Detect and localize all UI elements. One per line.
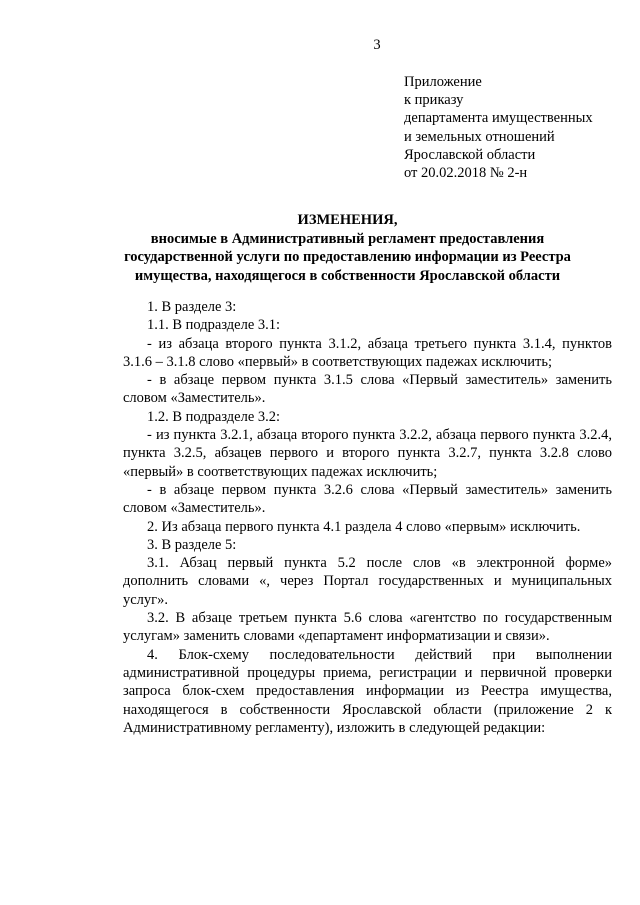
- paragraph-subsection-3-2: 1.2. В подразделе 3.2:: [147, 408, 281, 425]
- paragraph-item: - из пункта 3.2.1, абзаца второго пункта 3.2.2, абзаца первого пункта 3.2.4, пункта 3.2.5, абзацев первого и второго пункта 3.2.7, пункта 3.2.8 слово «первый» в соответствующих падежах исключить;: [123, 427, 612, 480]
- document-body: [123, 298, 612, 737]
- paragraph-item-4: 4. Блок-схему последовательности действий при выполнении административной процедуры приема, регистрации и первичной проверки запроса блок-схем предоставления информации из Реестра имущества, находящегося в собственности Ярославской области (приложение 2 к Административному регламенту), изложить в следующей редакции:: [123, 646, 612, 736]
- appendix-line: и земельных отношений: [404, 128, 555, 145]
- paragraph-section-3: 1. В разделе 3:: [147, 299, 237, 315]
- appendix-line: к приказу: [404, 92, 464, 109]
- paragraph-section-5: 3. В разделе 5:: [147, 536, 237, 553]
- paragraph-item: - в абзаце первом пункта 3.2.6 слова «Первый заместитель» заменить словом «Заместитель».: [123, 481, 612, 517]
- paragraph-item-3-1: 3.1. Абзац первый пункта 5.2 после слов «в электронной форме» дополнить словами «, через Портал государственных и муниципальных услуг».: [123, 555, 612, 608]
- appendix-line: Приложение: [404, 74, 482, 90]
- paragraph-item-2: 2. Из абзаца первого пункта 4.1 раздела 4 слово «первым» исключить.: [147, 518, 581, 535]
- paragraph-item: - в абзаце первом пункта 3.1.5 слова «Первый заместитель» заменить словом «Заместитель».: [123, 372, 612, 407]
- appendix-line: от 20.02.2018 № 2-н: [404, 165, 528, 182]
- page-number: 3: [373, 37, 381, 53]
- paragraph-item: - из абзаца второго пункта 3.1.2, абзаца третьего пункта 3.1.4, пунктов 3.1.6 – 3.1.8 слово «первый» в соответствующих падежах исключить;: [123, 335, 612, 370]
- appendix-line: Ярославской области: [404, 146, 536, 163]
- document-heading: [95, 211, 600, 285]
- appendix-block: [404, 73, 593, 182]
- appendix-line: департамента имущественных: [404, 110, 593, 127]
- heading-subtitle-line: вносимые в Административный регламент предоставления: [150, 231, 545, 248]
- heading-subtitle-line: государственной услуги по предоставлению информации из Реестра: [124, 249, 571, 266]
- paragraph-subsection-3-1: 1.1. В подразделе 3.1:: [147, 317, 281, 334]
- heading-subtitle-line: имущества, находящегося в собственности Ярославской области: [134, 267, 561, 284]
- paragraph-item-3-2: 3.2. В абзаце третьем пункта 5.6 слова «агентство по государственным услугам» заменить словами «департамент информатизации и связи».: [123, 610, 612, 645]
- heading-title: ИЗМЕНЕНИЯ,: [297, 212, 398, 228]
